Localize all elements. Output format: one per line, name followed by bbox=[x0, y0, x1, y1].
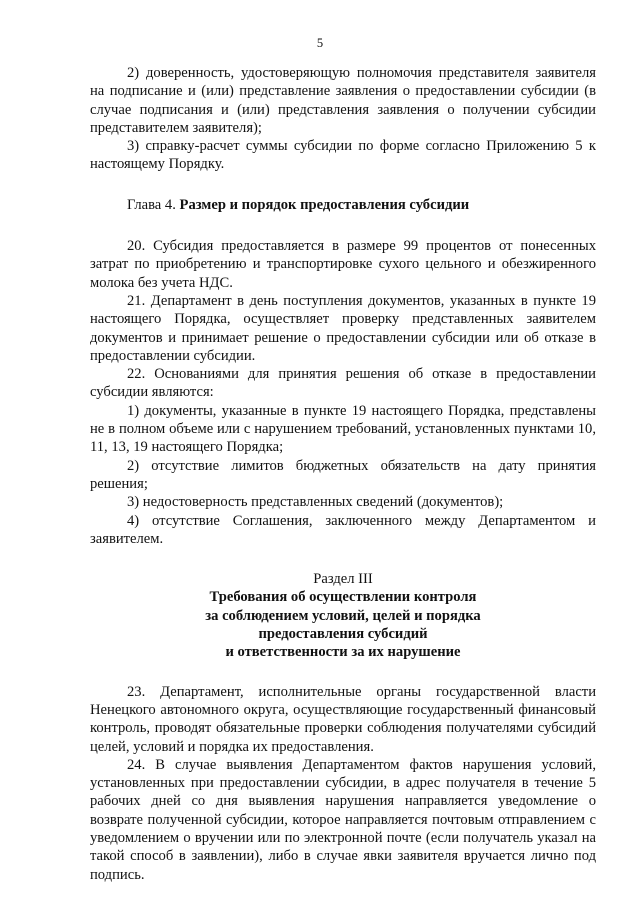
paragraph-24: 24. В случае выявления Департаментом фактов нарушения условий, установленных при предоставлении субсидии, в адрес получателя в течение 5 рабочих дней со дня выявления нарушения направляется уведомление о возврате полученной субсидии, которое направляется почтовым отправлением с уведомлением о вручении или по электронной почте (если получатель указал на такой способ в заявлении), либо в случае явки заявителя вручается лично под подпись. bbox=[90, 756, 596, 883]
intro-item: 2) доверенность, удостоверяющую полномочия представителя заявителя на подписание и (или) представление заявления о предоставлении субсидии (в случае подписания и (или) представления заявления о получении субсидии представителем заявителя); bbox=[90, 65, 596, 136]
section-title-line: и ответственности за их нарушение bbox=[225, 644, 461, 661]
refusal-reason-item: 3) недостоверность представленных сведений (документов); bbox=[127, 494, 504, 511]
paragraph-23: 23. Департамент, исполнительные органы государственной власти Ненецкого автономного округа, осуществляющие государственный финансовый контроль, проводят обязательные проверки соблюдения получателями субсидий целей, условий и порядка их предоставления. bbox=[90, 683, 596, 755]
page-content bbox=[90, 64, 596, 884]
refusal-reason-item: 2) отсутствие лимитов бюджетных обязательств на дату принятия решения; bbox=[90, 457, 596, 492]
chapter-label: Глава 4. bbox=[127, 196, 176, 213]
section-title-line: предоставления субсидий bbox=[258, 626, 428, 643]
paragraph-21: 21. Департамент в день поступления документов, указанных в пункте 19 настоящего Порядка, осуществляет проверку представленных заявителем документов и принимает решение о предоставлении субсидии или об отказе в предоставлении субсидии. bbox=[90, 292, 596, 364]
paragraph-22: 22. Основаниями для принятия решения об отказе в предоставлении субсидии являются: bbox=[90, 366, 596, 401]
intro-item: 3) справку-расчет суммы субсидии по форме согласно Приложению 5 к настоящему Порядку. bbox=[90, 138, 596, 173]
section-heading bbox=[90, 570, 596, 661]
page-number: 5 bbox=[316, 36, 324, 50]
chapter-title: Размер и порядок предоставления субсидии bbox=[179, 196, 470, 213]
section-label: Раздел III bbox=[313, 571, 373, 588]
section-title-line: Требования об осуществлении контроля bbox=[209, 589, 477, 606]
paragraph-20: 20. Субсидия предоставляется в размере 99 процентов от понесенных затрат по приобретению и транспортировке сухого цельного и обезжиренного молока без учета НДС. bbox=[90, 238, 596, 291]
refusal-reason-item: 4) отсутствие Соглашения, заключенного между Департаментом и заявителем. bbox=[90, 512, 596, 547]
refusal-reason-item: 1) документы, указанные в пункте 19 настоящего Порядка, представлены не в полном объеме или с нарушением требований, установленных пунктами 10, 11, 13, 19 настоящего Порядка; bbox=[90, 402, 596, 456]
section-title-line: за соблюдением условий, целей и порядка bbox=[205, 607, 481, 624]
chapter-heading bbox=[90, 196, 596, 214]
